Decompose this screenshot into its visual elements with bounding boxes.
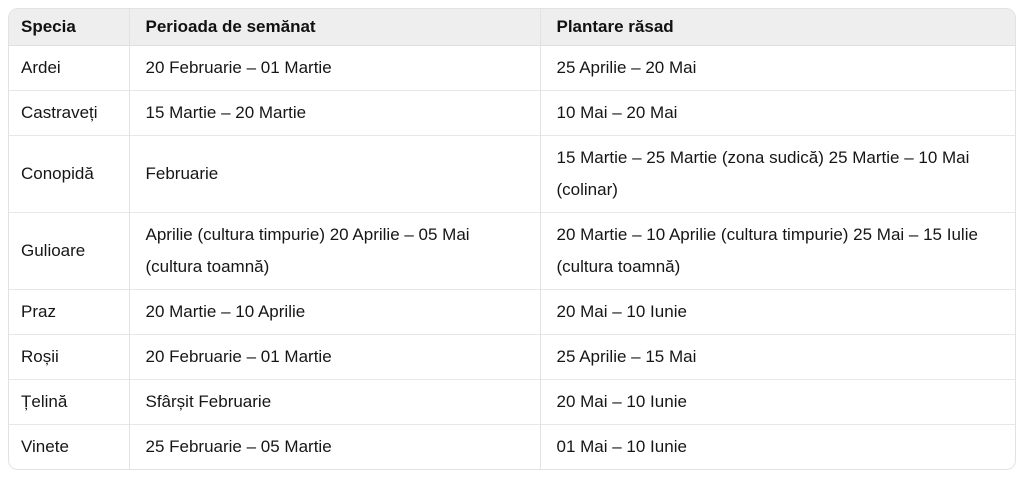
table-row — [9, 91, 1015, 136]
table-row — [9, 290, 1015, 335]
cell-semanat: 20 Februarie – 01 Martie — [129, 335, 540, 380]
table-row — [9, 335, 1015, 380]
header-row — [9, 9, 1015, 46]
planting-table — [9, 9, 1015, 469]
cell-rasad: 20 Mai – 10 Iunie — [540, 380, 1015, 425]
cell-semanat: Februarie — [129, 136, 540, 213]
cell-rasad: 20 Martie – 10 Aprilie (cultura timpurie) 25 Mai – 15 Iulie (cultura toamnă) — [540, 213, 1015, 290]
cell-rasad: 25 Aprilie – 15 Mai — [540, 335, 1015, 380]
table-row — [9, 213, 1015, 290]
cell-semanat: 25 Februarie – 05 Martie — [129, 425, 540, 470]
cell-specia: Ardei — [9, 46, 129, 91]
column-header-rasad: Plantare răsad — [540, 9, 1015, 46]
cell-semanat: Sfârșit Februarie — [129, 380, 540, 425]
cell-semanat: 20 Februarie – 01 Martie — [129, 46, 540, 91]
table-row — [9, 380, 1015, 425]
table-body — [9, 46, 1015, 470]
cell-specia: Vinete — [9, 425, 129, 470]
table-row — [9, 136, 1015, 213]
cell-specia: Conopidă — [9, 136, 129, 213]
cell-rasad: 15 Martie – 25 Martie (zona sudică) 25 Martie – 10 Mai (colinar) — [540, 136, 1015, 213]
cell-specia: Gulioare — [9, 213, 129, 290]
cell-specia: Castraveți — [9, 91, 129, 136]
cell-rasad: 10 Mai – 20 Mai — [540, 91, 1015, 136]
cell-rasad: 25 Aprilie – 20 Mai — [540, 46, 1015, 91]
column-header-semanat: Perioada de semănat — [129, 9, 540, 46]
cell-specia: Roșii — [9, 335, 129, 380]
cell-semanat: 15 Martie – 20 Martie — [129, 91, 540, 136]
planting-schedule-table — [8, 8, 1016, 470]
cell-specia: Praz — [9, 290, 129, 335]
cell-specia: Țelină — [9, 380, 129, 425]
cell-semanat: Aprilie (cultura timpurie) 20 Aprilie – 05 Mai (cultura toamnă) — [129, 213, 540, 290]
cell-rasad: 20 Mai – 10 Iunie — [540, 290, 1015, 335]
column-header-specia: Specia — [9, 9, 129, 46]
table-row — [9, 46, 1015, 91]
cell-rasad: 01 Mai – 10 Iunie — [540, 425, 1015, 470]
table-row — [9, 425, 1015, 470]
cell-semanat: 20 Martie – 10 Aprilie — [129, 290, 540, 335]
